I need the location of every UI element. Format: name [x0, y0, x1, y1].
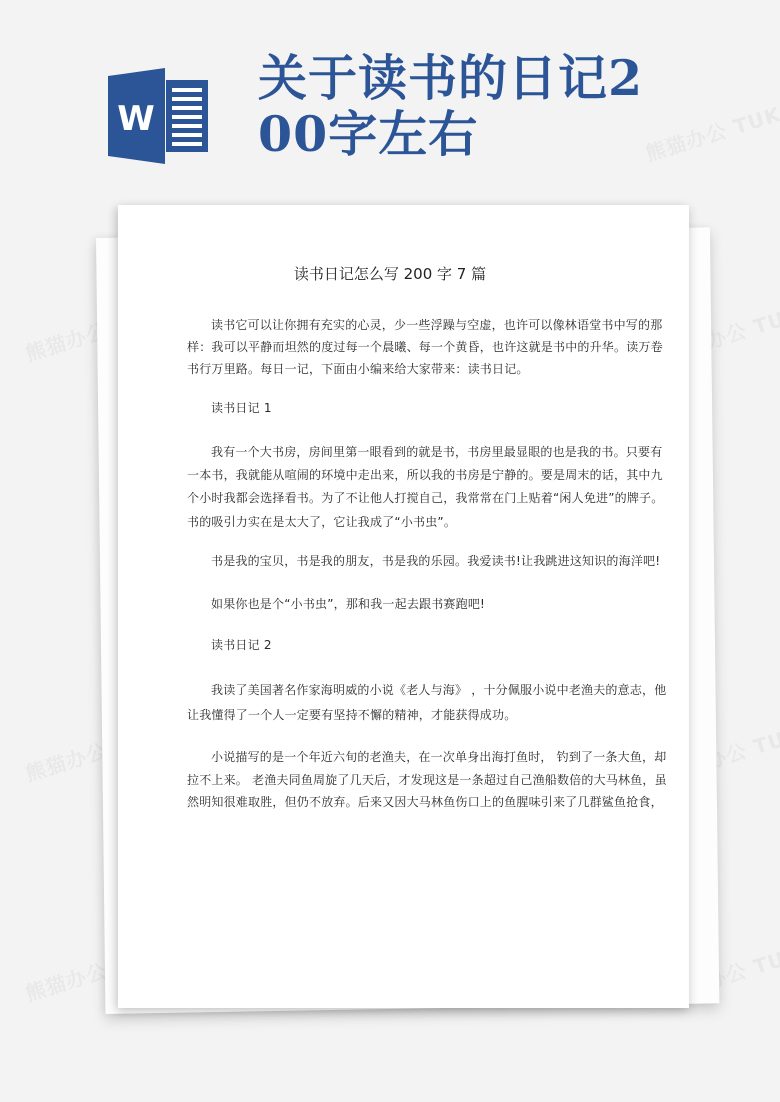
paragraph-line: 小说描写的是一个年近六旬的老渔夫，在一次单身出海打鱼时， 钓到了一条大鱼，却 [211, 750, 667, 764]
paragraph-line: 读书它可以让你拥有充实的心灵，少一些浮躁与空虚，也许可以像林语堂书中写的那 [211, 318, 663, 332]
paragraph-line: 样：我可以平静而坦然的度过每一个晨曦、每一个黄昏，也许这就是书中的升华。读万卷 [187, 340, 663, 354]
paragraph-line: 个小时我都会选择看书。为了不让他人打搅自己，我常常在门上贴着“闲人免进”的牌子。 [187, 491, 664, 505]
word-icon-letter: W [117, 99, 155, 139]
banner-title-line1: 关于读书的日记2 [258, 49, 644, 107]
section-heading: 读书日记 1 [211, 401, 272, 415]
paragraph-line: 书行万里路。每日一记，下面由小编来给大家带来：读书日记。 [187, 362, 529, 376]
paragraph-line: 我有一个大书房，房间里第一眼看到的就是书，书房里最显眼的也是我的书。只要有 [211, 445, 663, 459]
banner-title [258, 50, 678, 162]
paragraph-line: 一本书，我就能从喧闹的环境中走出来，所以我的书房是宁静的。要是周末的话，其中九 [187, 468, 663, 482]
paragraph-line: 我读了美国著名作家海明威的小说《老人与海》 ，十分佩服小说中老渔夫的意志，他 [211, 683, 667, 697]
paragraph-line: 书的吸引力实在是太大了，它让我成了“小书虫”。 [187, 515, 457, 529]
document-title: 读书日记怎么写 200 字 7 篇 [293, 265, 487, 283]
paragraph-line: 然明知很难取胜，但仍不放弃。后来又因大马林鱼伤口上的鱼腥味引来了几群鲨鱼抢食， [187, 795, 663, 809]
section-heading: 读书日记 2 [211, 638, 272, 652]
paragraph-line: 让我懂得了一个人一定要有坚持不懈的精神，才能获得成功。 [187, 708, 517, 722]
paragraph-line: 书是我的宝贝，书是我的朋友，书是我的乐园。我爱读书!让我跳进这知识的海洋吧! [211, 554, 661, 568]
paragraph-line: 拉不上来。 老渔夫同鱼周旋了几天后，才发现这是一条超过自己渔船数倍的大马林鱼，虽 [187, 773, 667, 787]
word-icon [108, 68, 208, 164]
banner-title-line2: 00字左右 [258, 105, 479, 163]
paragraph-line: 如果你也是个“小书虫”，那和我一起去跟书赛跑吧! [211, 597, 486, 611]
